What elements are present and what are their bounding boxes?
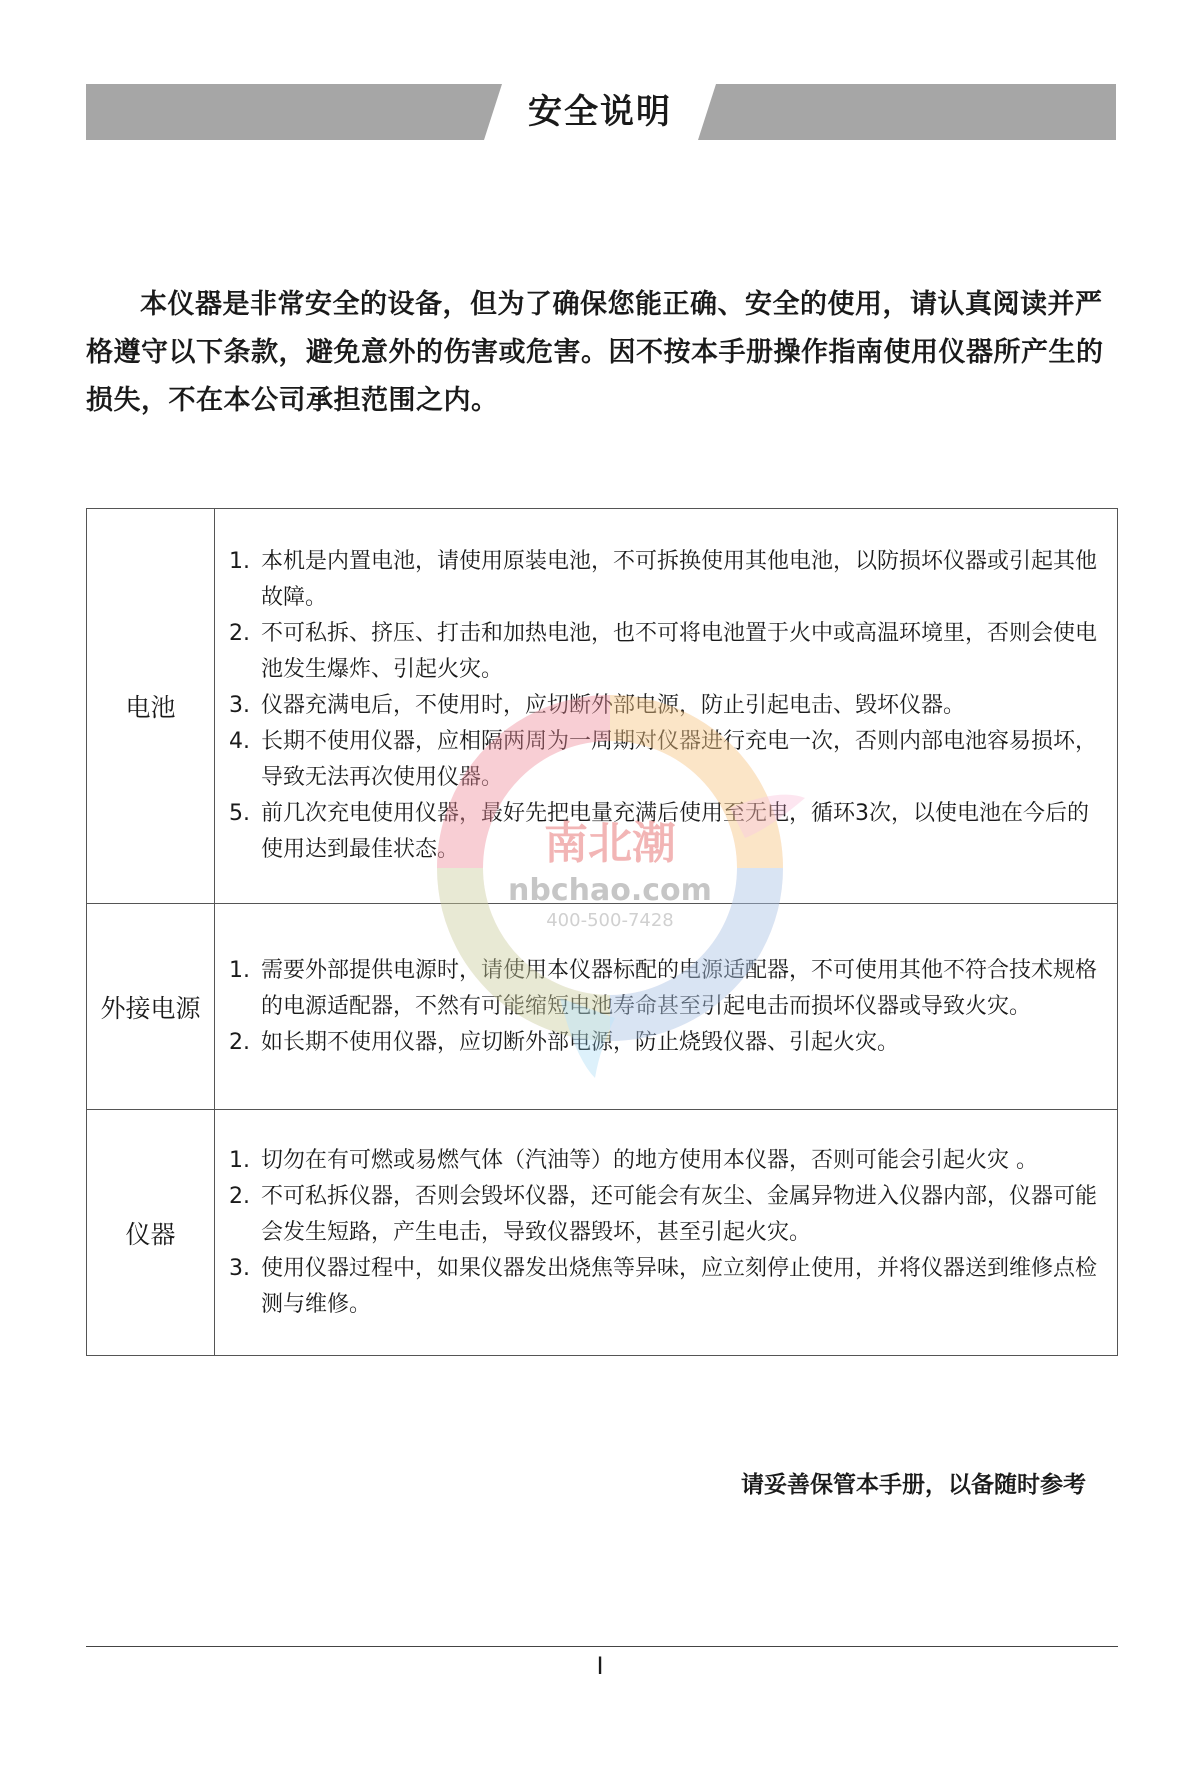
item-number: 5. [229, 801, 250, 826]
list-item [229, 1025, 1107, 1061]
list-item [229, 544, 1107, 616]
section-device [87, 1110, 1118, 1356]
safety-table [86, 508, 1118, 1356]
item-number: 2. [229, 1183, 250, 1209]
list-item [229, 953, 1107, 1025]
section-category: 仪器 [87, 1110, 215, 1356]
item-text: 不可私拆、挤压、打击和加热电池，也不可将电池置于火中或高温环境里，否则会使电池发生爆炸、引起火灾。 [261, 621, 1098, 682]
banner-bar-left [86, 84, 502, 140]
item-number: 4. [229, 729, 250, 754]
list-item [229, 1143, 1107, 1179]
section-external-power [87, 904, 1118, 1110]
section-items [215, 904, 1118, 1110]
item-text: 仪器充满电后，不使用时，应切断外部电源，防止引起电击、毁坏仪器。 [261, 693, 966, 718]
item-number: 3. [229, 693, 250, 718]
item-number: 2. [229, 621, 250, 646]
item-number: 1. [229, 1147, 250, 1173]
page-number: I [596, 1652, 604, 1680]
list-item [229, 616, 1107, 688]
list-item [229, 724, 1107, 796]
intro-paragraph: 本仪器是非常安全的设备，但为了确保您能正确、安全的使用，请认真阅读并严格遵守以下条款，避免意外的伤害或危害。因不按本手册操作指南使用仪器所产生的损失，不在本公司承担范围之内。 [86, 289, 1104, 416]
item-number: 3. [229, 1255, 250, 1281]
section-items [215, 1110, 1118, 1356]
item-text: 前几次充电使用仪器，最好先把电量充满后使用至无电，循环3次，以使电池在今后的使用达到最佳状态。 [261, 801, 1089, 862]
page-title: 安全说明 [528, 92, 672, 132]
item-text: 需要外部提供电源时，请使用本仪器标配的电源适配器，不可使用其他不符合技术规格的电源适配器，不然有可能缩短电池寿命甚至引起电击而损坏仪器或导致火灾。 [261, 957, 1098, 1019]
item-text: 使用仪器过程中，如果仪器发出烧焦等异味，应立刻停止使用，并将仪器送到维修点检测与维修。 [261, 1255, 1098, 1317]
list-item [229, 688, 1107, 724]
list-item [229, 1179, 1107, 1251]
section-category: 外接电源 [87, 904, 215, 1110]
list-item [229, 1251, 1107, 1323]
watermark-phone: 400-500-7428 [546, 910, 674, 931]
banner-bar-right [698, 84, 1116, 140]
keep-manual-note: 请妥善保管本手册，以备随时参考 [741, 1472, 1086, 1498]
item-number: 1. [229, 549, 250, 574]
item-text: 切勿在有可燃或易燃气体（汽油等）的地方使用本仪器，否则可能会引起火灾 。 [261, 1147, 1038, 1173]
item-list [229, 544, 1107, 868]
item-text: 不可私拆仪器，否则会毁坏仪器，还可能会有灰尘、金属异物进入仪器内部，仪器可能会发生短路，产生电击，导致仪器毁坏，甚至引起火灾。 [261, 1183, 1098, 1245]
item-number: 2. [229, 1029, 250, 1055]
watermark-brand: 南北潮 [544, 818, 676, 869]
watermark-site: nbchao.com [508, 873, 712, 908]
title-banner [86, 84, 1116, 140]
footer-divider [86, 1646, 1118, 1647]
item-list [229, 953, 1107, 1061]
item-list [229, 1143, 1107, 1323]
item-text: 如长期不使用仪器，应切断外部电源，防止烧毁仪器、引起火灾。 [261, 1029, 900, 1055]
item-text: 长期不使用仪器，应相隔两周为一周期对仪器进行充电一次，否则内部电池容易损坏，导致无法再次使用仪器。 [261, 729, 1098, 790]
list-item [229, 796, 1107, 868]
item-text: 本机是内置电池，请使用原装电池，不可拆换使用其他电池，以防损坏仪器或引起其他故障。 [261, 549, 1098, 610]
section-battery [87, 509, 1118, 904]
section-items [215, 509, 1118, 904]
section-category: 电池 [87, 509, 215, 904]
item-number: 1. [229, 957, 250, 983]
